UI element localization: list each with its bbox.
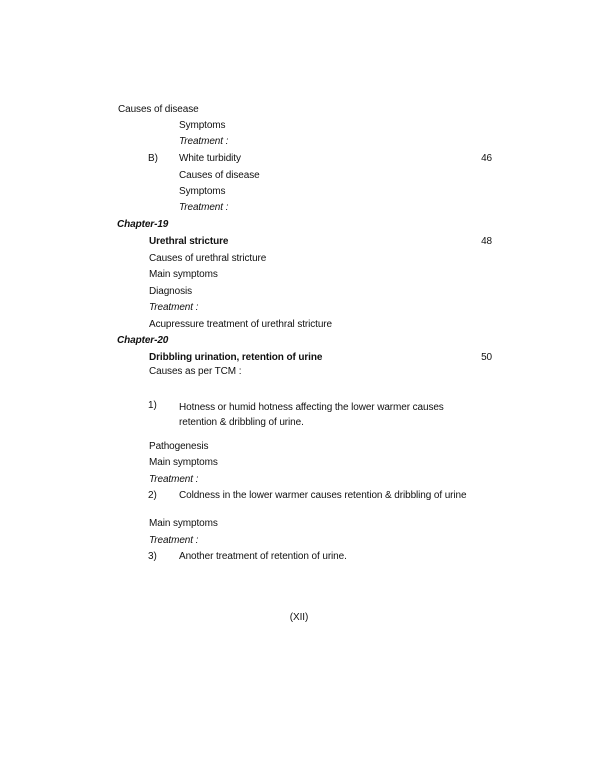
toc-entry: Treatment :: [149, 302, 199, 313]
toc-section-title: Urethral stricture: [149, 236, 229, 247]
page-number-footer: (XII): [289, 612, 309, 623]
toc-entry: Causes of disease: [118, 104, 199, 115]
toc-entry: White turbidity: [179, 153, 241, 164]
toc-section-title: Dribbling urination, retention of urine: [149, 352, 323, 363]
toc-page-number: 48: [481, 236, 492, 247]
toc-item-marker: 1): [148, 400, 157, 411]
toc-item-marker: 2): [148, 490, 157, 501]
toc-entry: Symptoms: [179, 186, 226, 197]
toc-entry: Treatment :: [179, 202, 229, 213]
toc-entry: Symptoms: [179, 120, 226, 131]
toc-entry: Another treatment of retention of urine.: [179, 551, 347, 562]
toc-entry: Hotness or humid hotness affecting the lower warmer causes retention & dribbling of urine.: [179, 402, 444, 428]
toc-entry: Causes of urethral stricture: [149, 253, 267, 264]
toc-page-number: 50: [481, 352, 492, 363]
chapter-heading: Chapter-20: [117, 335, 169, 346]
toc-entry: Main symptoms: [149, 457, 218, 468]
toc-item-marker: B): [148, 153, 158, 164]
toc-entry: Pathogenesis: [149, 441, 209, 452]
chapter-heading: Chapter-19: [117, 219, 169, 230]
toc-entry: Acupressure treatment of urethral stricture: [149, 319, 333, 330]
toc-page-number: 46: [481, 153, 492, 164]
toc-entry: Causes as per TCM :: [149, 366, 242, 377]
toc-entry: Treatment :: [179, 136, 229, 147]
toc-item-marker: 3): [148, 551, 157, 562]
toc-entry: Main symptoms: [149, 269, 218, 280]
toc-entry: Treatment :: [149, 474, 199, 485]
toc-entry: Coldness in the lower warmer causes retention & dribbling of urine: [179, 490, 467, 501]
toc-entry: Main symptoms: [149, 518, 218, 529]
toc-entry: Diagnosis: [149, 286, 193, 297]
toc-entry: Treatment :: [149, 535, 199, 546]
toc-entry: Causes of disease: [179, 170, 260, 181]
